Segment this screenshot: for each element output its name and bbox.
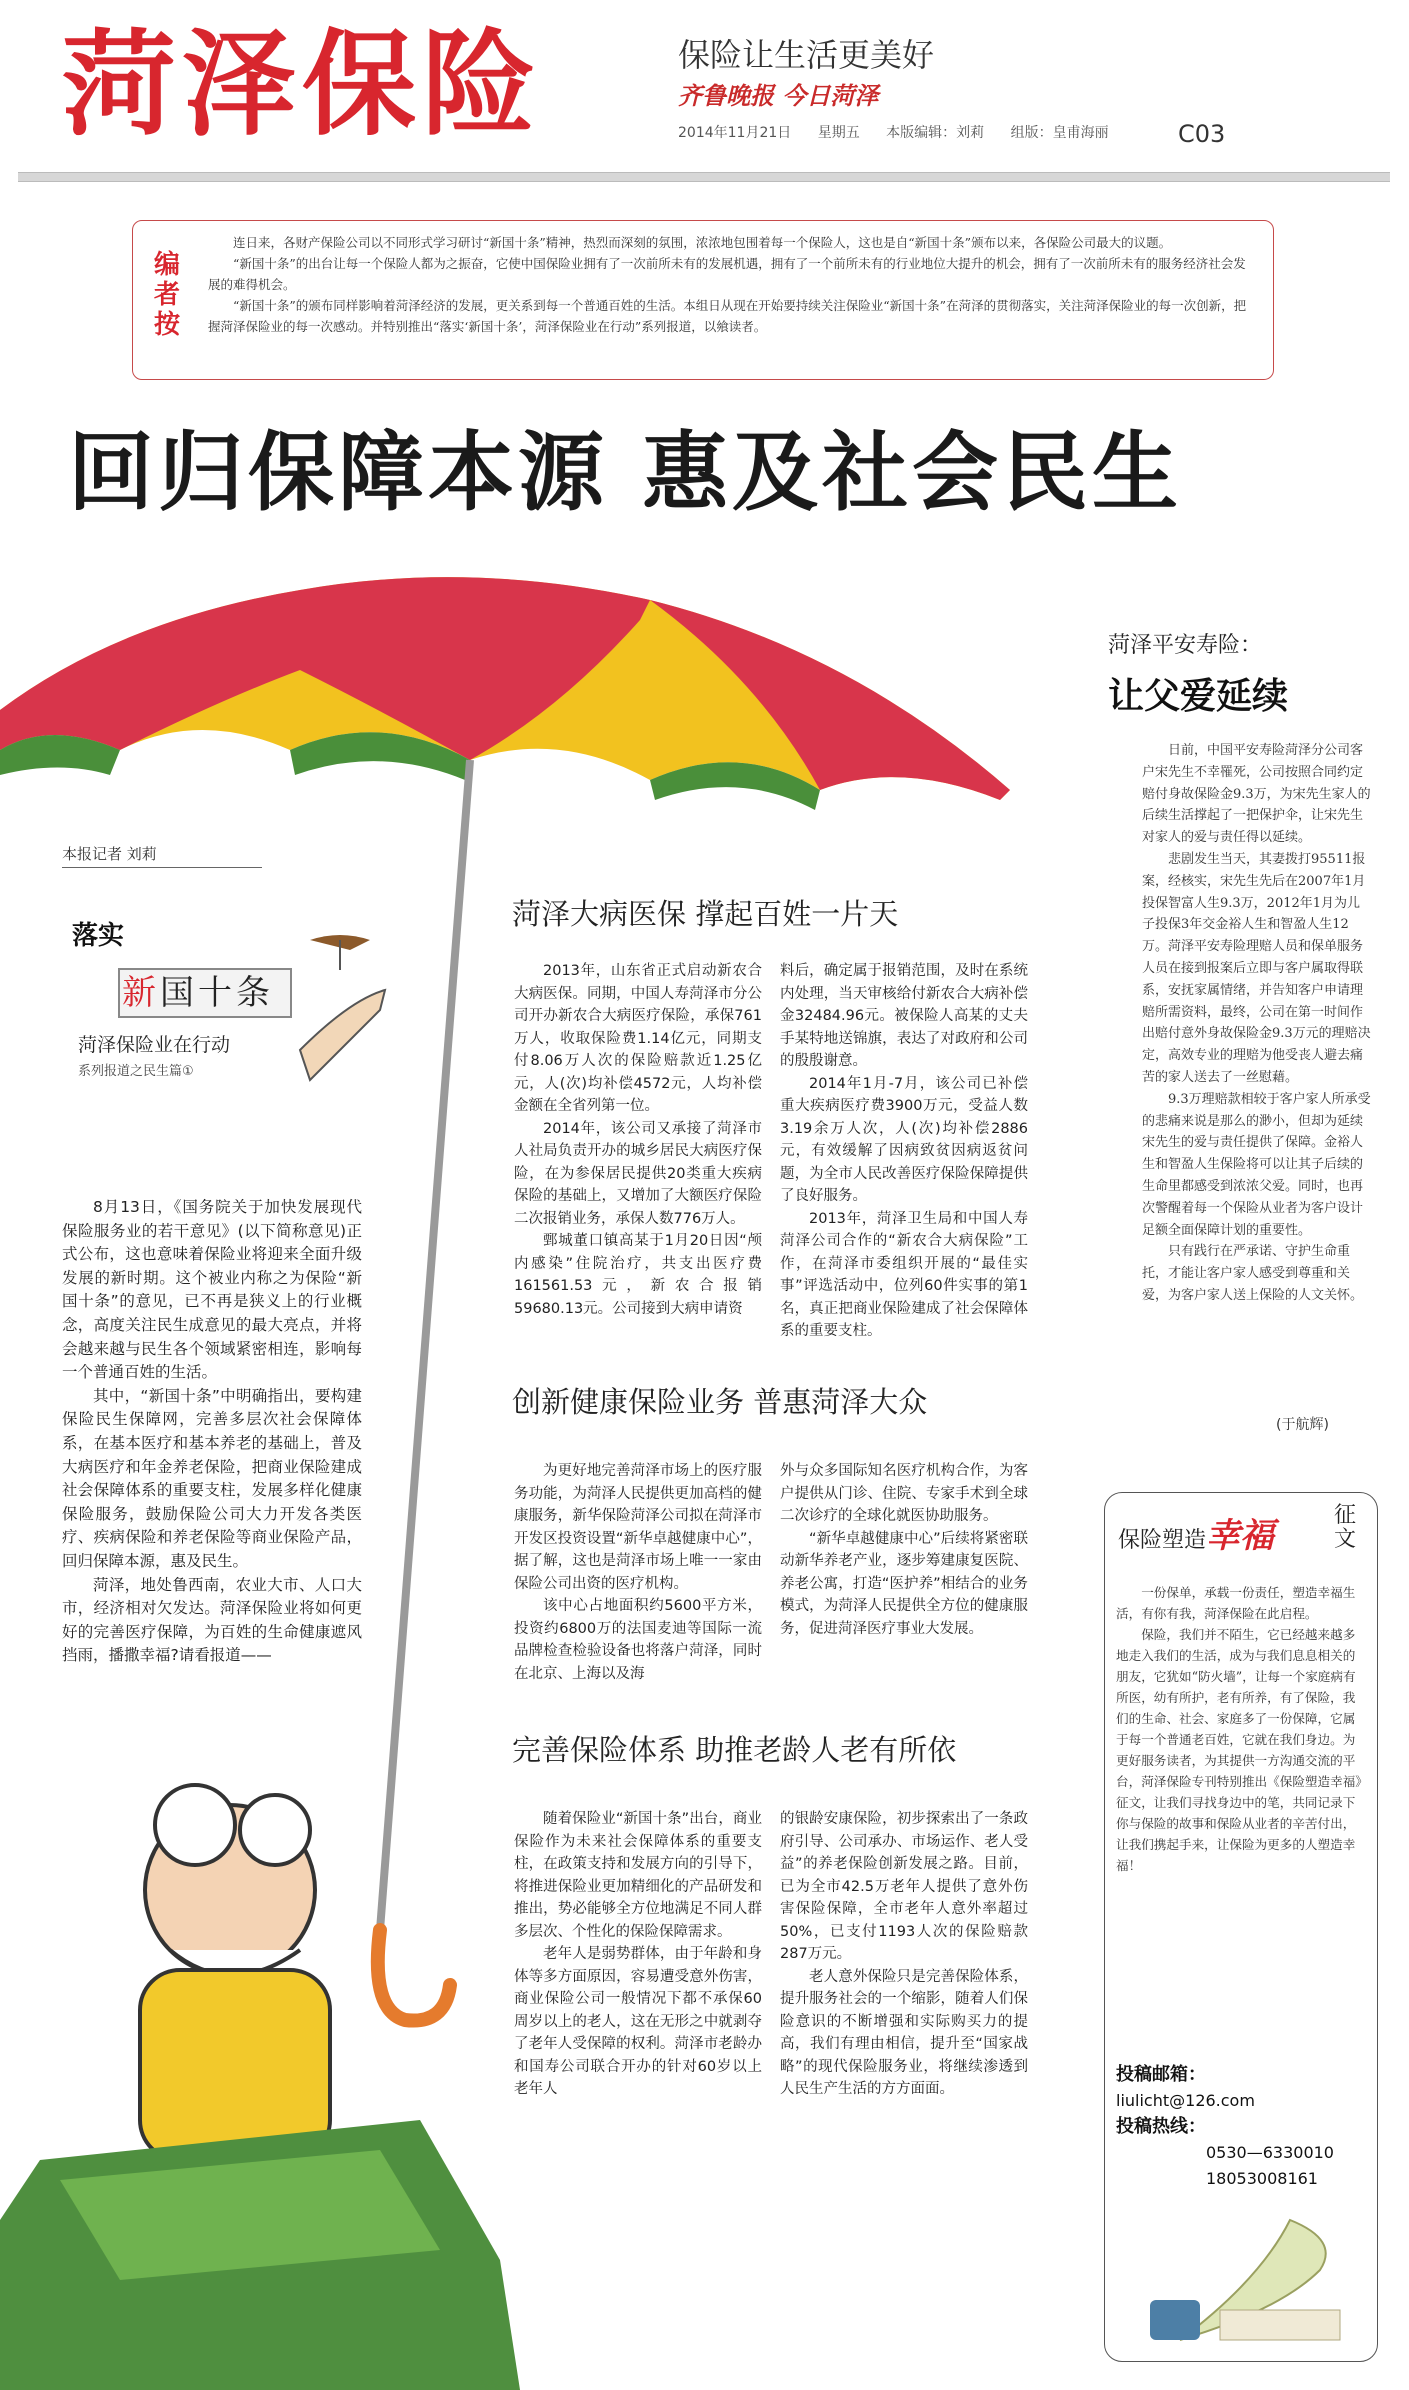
masthead-title: 菏泽保险 [62, 18, 543, 151]
series-badge-subtitle: 菏泽保险业在行动 [78, 1034, 231, 1056]
sidebar-text [1142, 740, 1372, 1307]
issue-editor: 本版编辑：刘莉 [886, 125, 985, 141]
sidebar-paragraph: 9.3万理赔款相较于客户家人所承受的悲痛来说是那么的渺小，但却为延续宋先生的爱与责任提供了保障。金裕人生和智盈人生保险将可以让其子后续的生命里都感受到浓浓父爱。同时，也再次警醒着每一个保险从业者为客户设计足额全面保障计划的重要性。 [1142, 1091, 1371, 1238]
sidebar-signature: (于航辉) [1276, 1417, 1329, 1433]
issue-date: 2014年11月21日 [678, 125, 792, 141]
section-column [780, 1808, 1028, 2101]
issue-layout: 组版：皇甫海丽 [1010, 125, 1109, 141]
intro-paragraph: 其中，“新国十条”中明确指出，要构建保险民生保障网，完善多层次社会保障体系，在基本医疗和基本养老的基础上，普及大病医疗和年金养老保险，把商业保险建成社会保障体系的重要支柱，发展多样化健康保险服务，鼓励保险公司大力开发各类医疗、疾病保险和养老保险等商业保险产品，回归保障本源，惠及民生。 [62, 1386, 362, 1570]
phone-label: 投稿热线： [1116, 2116, 1206, 2137]
issue-meta [678, 122, 1131, 142]
section-paragraph: “新华卓越健康中心”后续将紧密联动新华养老产业，逐步筹建康复医院、养老公寓，打造“医护养”相结合的业务模式，为菏泽人民提供全方位的健康服务，促进菏泽医疗事业大发展。 [780, 1530, 1028, 1637]
sidebar-kicker: 菏泽平安寿险： [1108, 633, 1263, 658]
intro-column [62, 1196, 362, 1668]
editor-note-paragraph: “新国十条”的出台让每一个保险人都为之振奋，它使中国保险业拥有了一次前所未有的发展机遇，拥有了一个前所未有的行业地位大提升的机会，拥有了一次前所未有的服务经济社会发展的难得机会。 [208, 256, 1246, 292]
editor-note-text [208, 232, 1258, 337]
series-badge-char: 国 [160, 973, 194, 1013]
editor-note-paragraph: 连日来，各财产保险公司以不同形式学习研讨“新国十条”精神，热烈而深刻的氛围，浓浓地包围着每一个保险人，这也是自“新国十条”颁布以来，各保险公司最大的议题。 [233, 235, 1172, 250]
section-paragraph: 随着保险业“新国十条”出台，商业保险作为未来社会保障体系的重要支柱，在政策支持和发展方向的引导下，将推进保险业更加精细化的产品研发和推出，势必能够全方位地满足不同人群多层次、个性化的保险保障需求。 [514, 1811, 762, 1940]
masthead-slogan: 保险让生活更美好 [678, 36, 935, 74]
main-headline: 回归保障本源 惠及社会民生 [68, 423, 1182, 523]
series-badge-char: 条 [236, 973, 270, 1013]
section-paragraph: 老人意外保险只是完善保险体系，提升服务社会的一个缩影，随着人们保险意识的不断增强和实际购买力的提高，我们有理由相信，提升至“国家战略”的现代保险服务业，将继续渗透到人民生产生活的方方面面。 [780, 1968, 1028, 2097]
pointing-hand-icon [290, 930, 390, 1130]
section-paragraph: 老年人是弱势群体，由于年龄和身体等多方面原因，容易遭受意外伤害，商业保险公司一般情况下都不承保60周岁以上的老人，这在无形之中就剥夺了老年人受保障的权利。菏泽市老龄办和国寿公司联合开办的针对60岁以上老年人 [514, 1946, 762, 2097]
newspaper-name: 齐鲁晚报 今日菏泽 [678, 82, 879, 110]
section-column [780, 1460, 1028, 1640]
section-paragraph: 2014年1月-7月，该公司已补偿重大疾病医疗费3900万元，受益人数3.19余万人次，人(次)均补偿2886元，有效缓解了因病致贫因病返贫问题，为全市人民改善医疗保险保障提供了良好服务。 [780, 1075, 1028, 1204]
editor-note-paragraph: “新国十条”的颁布同样影响着菏泽经济的发展，更关系到每一个普通百姓的生活。本组日从现在开始要持续关注保险业“新国十条”在菏泽的贯彻落实，关注菏泽保险业的每一次创新，把握菏泽保险业的每一次感动。并特别推出“落实‘新国十条’，菏泽保险业在行动”系列报道，以飨读者。 [208, 298, 1247, 334]
intro-paragraph: 8月13日，《国务院关于加快发展现代保险服务业的若干意见》(以下简称意见)正式公布，这也意味着保险业将迎来全面升级发展的新时期。这个被业内称之为保险“新国十条”的意见，已不再是狭义上的行业概念，高度关注民生成意见的最大亮点，并将会越来越与民生各个领域紧密相连，影响每一个普通百姓的生活。 [62, 1198, 362, 1382]
section-paragraph: 鄄城董口镇高某于1月20日因“颅内感染”住院治疗，共支出医疗费161561.53元，新农合报销59680.13元。公司接到大病申请资 [514, 1233, 762, 1317]
byline: 本报记者 刘莉 [62, 843, 262, 868]
sidebar-title: 让父爱延续 [1108, 676, 1289, 717]
intro-paragraph: 菏泽，地处鲁西南，农业大市、人口大市，经济相对欠发达。菏泽保险业将如何更好的完善医疗保障，为百姓的生命健康遮风挡雨，播撒幸福?请看报道—— [62, 1575, 362, 1665]
series-badge-title: 落实 [72, 921, 125, 951]
section-paragraph: 2013年，山东省正式启动新农合大病医保。同期，中国人寿菏泽市分公司开办新农合大病医疗保险，承保761万人，收取保险费1.14亿元，同期支付8.06万人次的保险赔款近1.25亿元，人(次)均补偿4572元，人均补偿金额在全省列第一位。 [514, 963, 762, 1114]
essay-title [1118, 1508, 1274, 1557]
email-label: 投稿邮箱： [1116, 2064, 1206, 2085]
sidebar-paragraph: 日前，中国平安寿险菏泽分公司客户宋先生不幸罹死，公司按照合同约定赔付身故保险金9.3万，为宋先生家人的后续生活撑起了一把保护伞，让宋先生对家人的爱与责任得以延续。 [1142, 743, 1371, 846]
essay-title-b: 幸福 [1206, 1516, 1275, 1556]
page-number: C03 [1178, 120, 1226, 148]
section-paragraph: 外与众多国际知名医疗机构合作，为客户提供从门诊、住院、专家手术到全球二次诊疗的全球化就医协助服务。 [780, 1463, 1028, 1524]
section-heading: 菏泽大病医保 撑起百姓一片天 [512, 897, 899, 931]
essay-title-a: 保险塑造 [1118, 1528, 1207, 1553]
phone-number[interactable]: 0530—6330010 [1206, 2143, 1334, 2162]
section-paragraph: 的银龄安康保险，初步探索出了一条政府引导、公司承办、市场运作、老人受益”的养老保险创新发展之路。目前，已为全市42.5万老年人提供了意外伤害保险保障，全市老年人意外率超过50%，已支付1193人次的保险赔款287万元。 [780, 1811, 1028, 1962]
series-badge-series: 系列报道之民生篇① [78, 1064, 194, 1079]
section-heading: 完善保险体系 助推老龄人老有所依 [512, 1733, 957, 1767]
section-column [514, 960, 762, 1320]
sidebar-paragraph: 悲剧发生当天，其妻拨打95511报案，经核实，宋先生先后在2007年1月投保智富人生9.3万，2012年1月为儿子投保3年交金裕人生和智盈人生12万。菏泽平安寿险理赔人员和保单服务人员在接到报案后立即与客户属取得联系，安抚家属情绪，并告知客户申请理赔所需资料，最终，公司在第一时间作出赔付意外身故保险金9.3万元的理赔决定，高效专业的理赔为他受丧人避去痛苦的家人送去了一丝慰藉。 [1142, 851, 1371, 1085]
essay-paragraph: 一份保单，承载一份责任，塑造幸福生活，有你有我，菏泽保险在此启程。 [1116, 1585, 1356, 1621]
section-column [514, 1460, 762, 1685]
essay-text [1116, 1582, 1364, 1876]
quill-inkwell-icon [1120, 2210, 1360, 2350]
section-paragraph: 为更好地完善菏泽市场上的医疗服务功能，为菏泽人民提供更加高档的健康服务，新华保险菏泽公司拟在菏泽市开发区投资设置“新华卓越健康中心”，据了解，这也是菏泽市场上唯一一家由保险公司出资的医疗机构。 [514, 1463, 762, 1592]
sidebar-paragraph: 只有践行在严承诺、守护生命重托，才能让客户家人感受到尊重和关爱，为客户家人送上保险的人文关怀。 [1142, 1244, 1364, 1303]
essay-paragraph: 保险，我们并不陌生，它已经越来越多地走入我们的生活，成为与我们息息相关的朋友，它犹如“防火墙”，让每一个家庭病有所医，幼有所护，老有所养，有了保险，我们的生命、社会、家庭多了一份保障，它属于每一个普通老百姓，它就在我们身边。为更好服务读者，为其提供一方沟通交流的平台，菏泽保险专刊特别推出《保险塑造幸福》征文，让我们寻找身边中的笔，共同记录下你与保险的故事和保险从业者的辛苦付出，让我们携起手来，让保险为更多的人塑造幸福！ [1116, 1627, 1362, 1873]
email-address[interactable]: liulicht@126.com [1116, 2091, 1255, 2110]
essay-title-c: 征文 [1334, 1503, 1357, 1552]
section-paragraph: 2014年，该公司又承接了菏泽市人社局负责开办的城乡居民大病医疗保险，在为参保居民提供20类重大疾病保险的基础上，又增加了大额医疗保险二次报销业务，承保人数776万人。 [514, 1120, 762, 1227]
essay-contact [1116, 2062, 1366, 2192]
series-badge-char: 新 [122, 973, 156, 1013]
section-paragraph: 该中心占地面积约5600平方米，投资约6800万的法国麦迪等国际一流品牌检查检验设备也将落户菏泽，同时在北京、上海以及海 [514, 1598, 762, 1682]
section-paragraph: 料后，确定属于报销范围，及时在系统内处理，当天审核给付新农合大病补偿金32484.96元。被保险人高某的丈夫手某特地送锦旗，表达了对政府和公司的殷殷谢意。 [780, 963, 1028, 1069]
section-paragraph: 2013年，菏泽卫生局和中国人寿菏泽公司合作的“新农合大病保险”工作，在菏泽市委组织开展的“最佳实事”评选活动中，位列60件实事的第1名，真正把商业保险建成了社会保障体系的重要支柱。 [780, 1210, 1028, 1339]
series-badge-char: 十 [198, 973, 232, 1013]
section-column [780, 960, 1028, 1343]
masthead-divider [18, 172, 1390, 182]
editor-note-label: 编者按 [153, 250, 180, 340]
section-heading: 创新健康保险业务 普惠菏泽大众 [512, 1385, 928, 1419]
section-column [514, 1808, 762, 2101]
series-badge-chars [118, 968, 292, 1018]
phone-number[interactable]: 18053008161 [1206, 2169, 1318, 2188]
issue-weekday: 星期五 [817, 125, 860, 141]
